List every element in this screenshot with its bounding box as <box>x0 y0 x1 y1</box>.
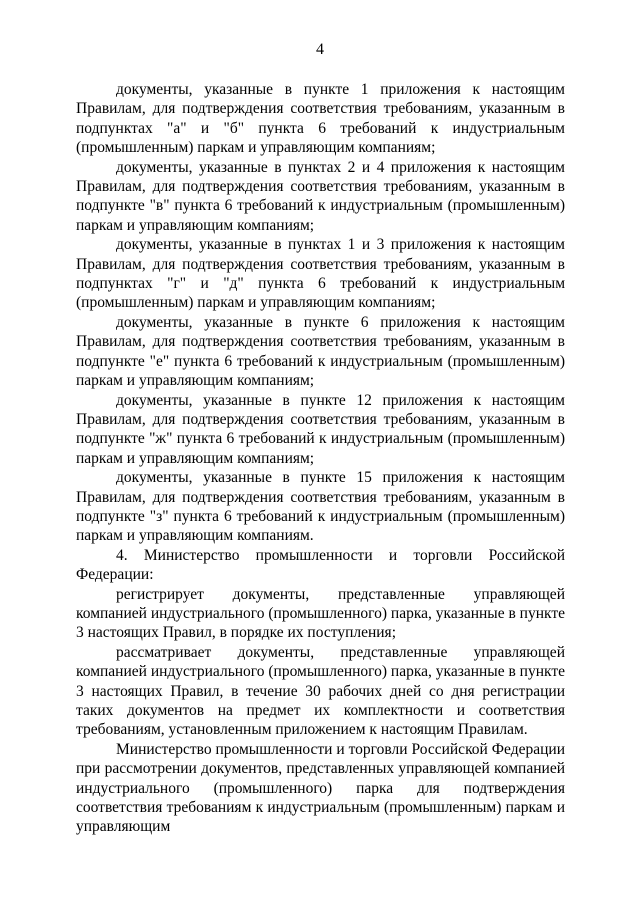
paragraph-10: Министерство промышленности и торговли Российской Федерации при рассмотрении документов, представленных управляющей компанией индустриального (промышленного) парка для подтверждения соответствия требованиям к индустриальным (промышленным) паркам и управляющим <box>76 740 565 836</box>
paragraph-6: документы, указанные в пункте 15 приложения к настоящим Правилам, для подтверждения соответствия требованиям, указанным в подпункте "з" пункта 6 требований к индустриальным (промышленным) паркам и управляющим компаниям. <box>76 469 565 545</box>
paragraph-9: рассматривает документы, представленные управляющей компанией индустриального (промышленного) парка, указанные в пункте 3 настоящих Правил, в течение 30 рабочих дней со дня регистрации таких документов на предмет их комплектности и соответствия требованиям, установленным приложением к настоящим Правилам. <box>76 643 565 739</box>
paragraph-section-4: 4. Министерство промышленности и торговли Российской Федерации: <box>76 546 565 584</box>
paragraph-4: документы, указанные в пункте 6 приложения к настоящим Правилам, для подтверждения соответствия требованиям, указанным в подпункте "е" пункта 6 требований к индустриальным (промышленным) паркам и управляющим компаниям; <box>76 313 565 390</box>
paragraph-8: регистрирует документы, представленные управляющей компанией индустриального (промышленного) парка, указанные в пункте 3 настоящих Правил, в порядке их поступления; <box>76 585 565 642</box>
document-body <box>76 80 565 837</box>
paragraph-3: документы, указанные в пунктах 1 и 3 приложения к настоящим Правилам, для подтверждения соответствия требованиям, указанным в подпунктах "г" и "д" пункта 6 требований к индустриальным (промышленным) паркам и управляющим компаниям; <box>76 236 565 312</box>
page-number: 4 <box>316 41 324 58</box>
paragraph-1: документы, указанные в пункте 1 приложения к настоящим Правилам, для подтверждения соответствия требованиям, указанным в подпунктах "а" и "б" пункта 6 требований к индустриальным (промышленным) паркам и управляющим компаниям; <box>76 81 565 157</box>
paragraph-5: документы, указанные в пункте 12 приложения к настоящим Правилам, для подтверждения соответствия требованиям, указанным в подпункте "ж" пункта 6 требований к индустриальным (промышленным) паркам и управляющим компаниям; <box>76 391 565 467</box>
paragraph-2: документы, указанные в пунктах 2 и 4 приложения к настоящим Правилам, для подтверждения соответствия требованиям, указанным в подпункте "в" пункта 6 требований к индустриальным (промышленным) паркам и управляющим компаниям; <box>76 158 565 234</box>
